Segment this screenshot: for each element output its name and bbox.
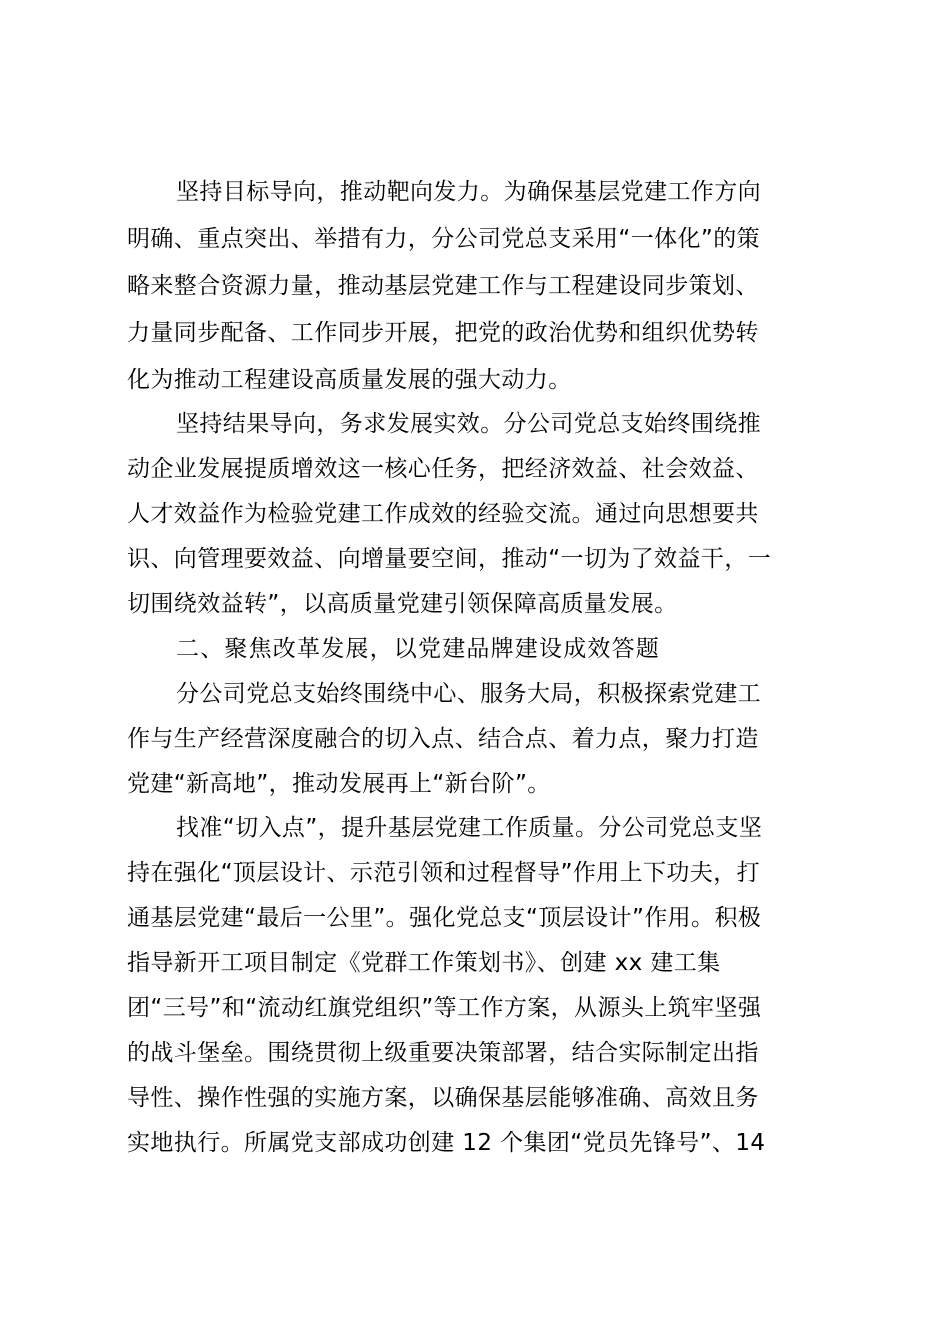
paragraph-line: 团“三号”和“流动红旗党组织”等工作方案，从源头上筑牢坚强 (127, 995, 762, 1021)
paragraph-line: 找准“切入点”，提升基层党建工作质量。分公司党总支坚 (176, 815, 763, 841)
paragraph-line: 切围绕效益转”，以高质量党建引领保障高质量发展。 (127, 591, 678, 617)
paragraph-line: 党建“新高地”，推动发展再上“新台阶”。 (127, 771, 551, 797)
paragraph-line: 识、向管理要效益、向增量要空间，推动“一切为了效益干，一 (127, 546, 772, 572)
paragraph-line: 明确、重点突出、举措有力，分公司党总支采用“一体化”的策 (127, 226, 761, 252)
section-heading: 二、聚焦改革发展，以党建品牌建设成效答题 (176, 636, 660, 662)
paragraph-line: 作与生产经营深度融合的切入点、结合点、着力点，聚力打造 (127, 726, 759, 752)
paragraph-line: 指导新开工项目制定《党群工作策划书》、创建 xx 建工集 (127, 950, 721, 976)
paragraph-line: 通基层党建“最后一公里”。强化党总支“顶层设计”作用。积极 (127, 905, 762, 931)
paragraph-line: 坚持目标导向，推动靶向发力。为确保基层党建工作方向 (176, 179, 761, 205)
paragraph-line: 实地执行。所属党支部成功创建 12 个集团“党员先锋号”、14 (127, 1130, 766, 1156)
paragraph-line: 导性、操作性强的实施方案，以确保基层能够准确、高效且务 (127, 1085, 759, 1111)
paragraph-line: 力量同步配备、工作同步开展，把党的政治优势和组织优势转 (127, 320, 759, 346)
paragraph-line: 的战斗堡垒。围绕贯彻上级重要决策部署，结合实际制定出指 (127, 1040, 759, 1066)
paragraph-line: 动企业发展提质增效这一核心任务，把经济效益、社会效益、 (127, 456, 759, 482)
paragraph-line: 化为推动工程建设高质量发展的强大动力。 (127, 367, 572, 393)
paragraph-line: 持在强化“顶层设计、示范引领和过程督导”作用上下功夫，打 (127, 860, 761, 886)
paragraph-line: 人才效益作为检验党建工作成效的经验交流。通过向思想要共 (127, 501, 759, 527)
paragraph-line: 分公司党总支始终围绕中心、服务大局，积极探索党建工 (176, 681, 761, 707)
paragraph-line: 略来整合资源力量，推动基层党建工作与工程建设同步策划、 (127, 273, 759, 299)
paragraph-line: 坚持结果导向，务求发展实效。分公司党总支始终围绕推 (176, 411, 761, 437)
